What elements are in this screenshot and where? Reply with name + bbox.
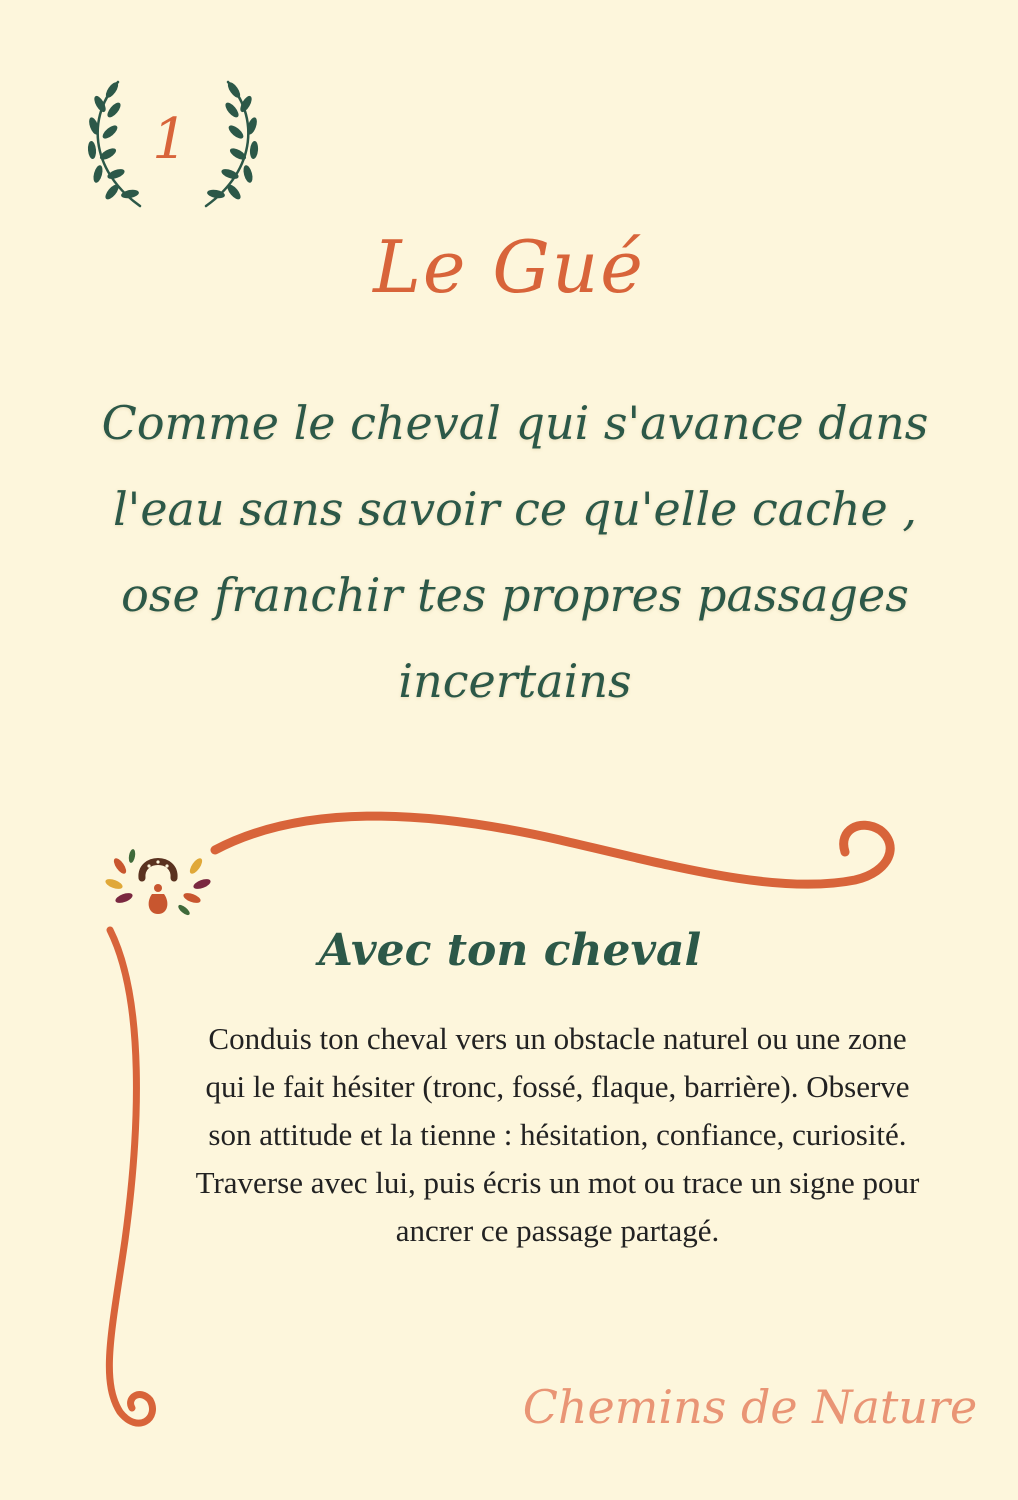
card-quote: Comme le cheval qui s'avance dans l'eau sans savoir ce qu'elle cache , ose franchir tes propres passages incertains [101,396,929,708]
horseshoe-hoofprint-icon [102,836,214,924]
section-heading: Avec ton cheval [318,925,702,976]
card-number: 1 [152,107,188,172]
section-body: Conduis ton cheval vers un obstacle naturel ou une zone qui le fait hésiter (tronc, fossé, flaque, barrière). Observe son attitude et la tienne : hésitation, confiance, curiosité. Traverse avec lui, puis écris un mot ou trace un signe pour ancrer ce passage partagé. [195,1021,920,1248]
brand-signature: Chemins de Nature [522,1380,978,1434]
card-title: Le Gué [373,225,645,309]
